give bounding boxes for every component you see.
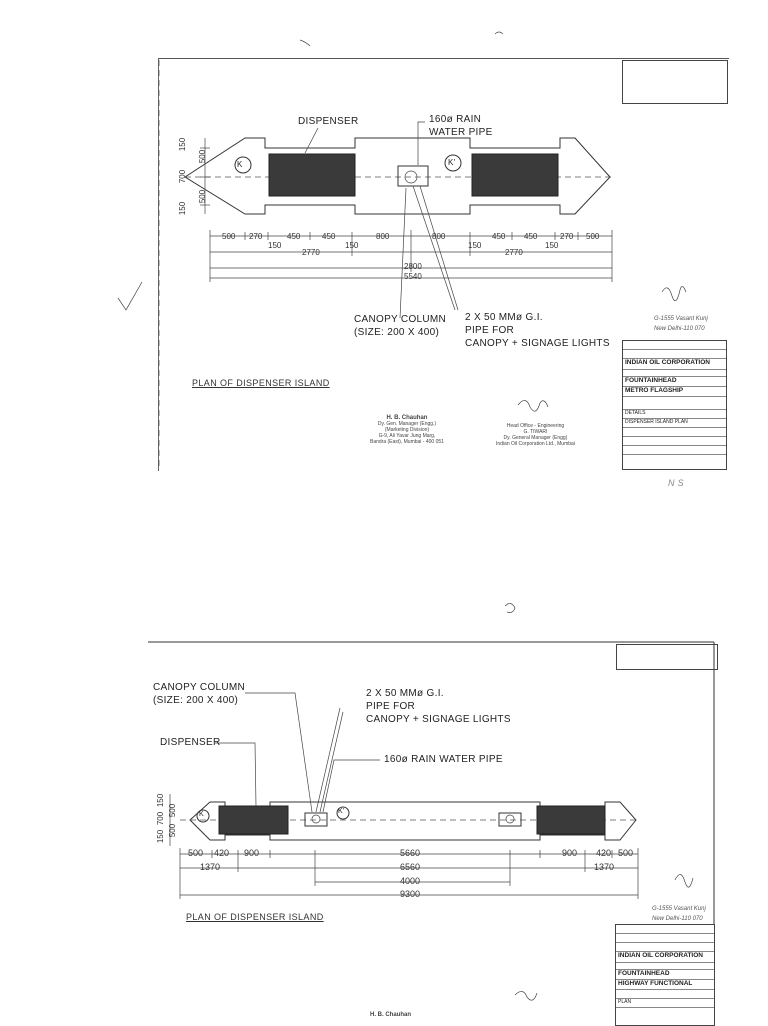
dispenser-label-2: DISPENSER	[160, 737, 221, 748]
signatory-2-role: Head Office - Engineering	[506, 423, 565, 429]
subdim-1-1: 150	[345, 241, 359, 250]
check-mark	[118, 282, 142, 310]
subdim-1-0: 150	[268, 241, 282, 250]
stamp-city-1: New Delhi-110 070	[654, 326, 705, 332]
marker-k-prime-label-1: K'	[448, 158, 456, 167]
dim-2-6: 500	[618, 848, 634, 858]
leader-gi-a-1	[413, 186, 455, 310]
dim-2-2: 900	[244, 848, 260, 858]
signature-scribble-1	[518, 400, 548, 411]
signatory-block-2	[496, 423, 575, 447]
stamp-name-2: G-1555 Vasant Kunj	[652, 906, 706, 912]
vdim-1-0: 150	[178, 137, 188, 152]
notes-box-2	[616, 644, 718, 670]
signatory-1-city: Bandra (East), Mumbai - 400 051	[370, 439, 444, 445]
leader-gi-b-1	[420, 186, 458, 310]
vdim-2-1: 700	[156, 811, 166, 826]
dim-1-4: 800	[376, 232, 390, 241]
dispenser-block-right-1	[472, 154, 558, 196]
vdim-2-0: 150	[156, 793, 166, 808]
gi-pipe-label-1b: PIPE FOR	[465, 325, 515, 336]
gi-pipe-label-2c: CANOPY + SIGNAGE LIGHTS	[366, 714, 511, 725]
dim-2-3: 5660	[400, 848, 421, 858]
total-1-3: 5540	[404, 272, 422, 281]
tb1-client: INDIAN OIL CORPORATION	[623, 359, 726, 370]
leader-dispenser-1	[305, 128, 318, 153]
dim2-row2-0: 1370	[200, 862, 221, 872]
dim-1-3: 450	[322, 232, 336, 241]
dim-1-8: 270	[560, 232, 574, 241]
signatory-3-name: H. B. Chauhan	[370, 1012, 412, 1018]
gi-pipe-label-1c: CANOPY + SIGNAGE LIGHTS	[465, 338, 610, 349]
stamp-name-1: G-1555 Vasant Kunj	[654, 316, 708, 322]
vdim-2-4: 500	[168, 823, 178, 838]
dim-2-0: 500	[188, 848, 204, 858]
subdim-1-3: 150	[545, 241, 559, 250]
total-2-1: 9300	[400, 889, 421, 899]
tb2-drawing: PLAN	[616, 999, 714, 1008]
canopy-column-label-2a: CANOPY COLUMN	[153, 682, 246, 693]
dim-1-2: 450	[287, 232, 301, 241]
leader-rain-pipe-2	[323, 760, 380, 812]
tb1-drawing-sub: DISPENSER ISLAND PLAN	[623, 419, 726, 428]
subdim-1-2: 150	[468, 241, 482, 250]
dim-1-0: 500	[222, 232, 236, 241]
gi-pipe-label-1a: 2 X 50 MMø G.I.	[465, 312, 543, 323]
signatory-1-role: Dy. Gen. Manager (Engg.)	[377, 421, 437, 427]
dispenser-block-left-1	[269, 154, 355, 196]
signatory-block-1	[370, 415, 444, 445]
total-2-0: 4000	[400, 876, 421, 886]
leader-rain-pipe-1	[418, 122, 425, 165]
rain-pipe-label-2: 160ø RAIN WATER PIPE	[384, 754, 503, 765]
total-1-0: 2770	[302, 248, 320, 257]
dispenser-label-1: DISPENSER	[298, 116, 359, 127]
stamp-scribble-1	[662, 286, 686, 300]
leader-gi-b-2	[320, 712, 343, 812]
notes-box-1	[622, 60, 728, 104]
vdim-1-1: 500	[198, 149, 208, 164]
signatory-2-name: G. TIWARI	[523, 429, 548, 435]
dim-2-1: 420	[214, 848, 230, 858]
vdim-2-2: 150	[156, 829, 166, 844]
canopy-column-label-1b: (SIZE: 200 X 400)	[354, 327, 440, 338]
canopy-column-label-2b: (SIZE: 200 X 400)	[153, 695, 239, 706]
dispenser-block-right-2	[537, 806, 605, 834]
gi-pipe-label-2a: 2 X 50 MMø G.I.	[366, 688, 444, 699]
leader-dispenser-2	[215, 743, 256, 806]
vdim-1-3: 500	[198, 189, 208, 204]
signatory-1-div: (Marketing Division)	[384, 427, 430, 433]
marker-k-label-1: K	[237, 160, 243, 169]
plan-title-2: PLAN OF DISPENSER ISLAND	[186, 912, 324, 922]
tb1-project-sub: METRO FLAGSHIP	[623, 387, 726, 397]
dim2-row2-1: 6560	[400, 862, 421, 872]
tb1-drawing: DETAILS	[623, 410, 726, 419]
tb2-client: INDIAN OIL CORPORATION	[616, 952, 714, 963]
stamp-city-2: New Delhi-110 070	[652, 916, 703, 922]
dispenser-block-left-2	[219, 806, 288, 834]
title-block-1	[622, 340, 727, 470]
rain-pipe-label-1b: WATER PIPE	[429, 127, 493, 138]
total-1-2: 2800	[404, 262, 422, 271]
vdim-2-3: 500	[168, 803, 178, 818]
dim-1-6: 450	[492, 232, 506, 241]
tb1-project: FOUNTAINHEAD	[623, 377, 726, 387]
dim-1-1: 270	[249, 232, 263, 241]
title-block-2	[615, 924, 715, 1026]
signatory-1-name: H. B. Chauhan	[386, 415, 428, 421]
vdim-1-2: 700	[178, 169, 188, 184]
signature-scribble-2	[515, 991, 537, 1000]
rain-pipe-label-1a: 160ø RAIN	[429, 114, 482, 125]
corner-mark: N S	[668, 478, 684, 488]
gi-pipe-label-2b: PIPE FOR	[366, 701, 416, 712]
tb2-project: FOUNTAINHEAD	[616, 970, 714, 980]
dim-2-5: 420	[596, 848, 612, 858]
marker-k-label-2: K	[199, 811, 204, 818]
total-1-1: 2770	[505, 248, 523, 257]
leader-canopy-1	[400, 188, 406, 318]
canopy-column-label-1a: CANOPY COLUMN	[354, 314, 447, 325]
signatory-2-title: Dy. General Manager (Engg)	[503, 435, 568, 441]
dim-1-9: 500	[586, 232, 600, 241]
dim-1-5: 800	[432, 232, 446, 241]
vdim-1-4: 150	[178, 201, 188, 216]
signatory-2-company: Indian Oil Corporation Ltd., Mumbai	[496, 441, 575, 447]
tb2-project-sub: HIGHWAY FUNCTIONAL	[616, 980, 714, 990]
signatory-1-addr: G-9, Ali Yavar Jung Marg,	[378, 433, 436, 439]
dim-2-4: 900	[562, 848, 578, 858]
marker-k-prime-label-2: K'	[338, 808, 345, 815]
dim2-row2-2: 1370	[594, 862, 615, 872]
signatory-block-3	[370, 1012, 411, 1018]
stamp-scribble-2	[675, 874, 693, 887]
plan-title-1: PLAN OF DISPENSER ISLAND	[192, 378, 330, 388]
dim-1-7: 450	[524, 232, 538, 241]
